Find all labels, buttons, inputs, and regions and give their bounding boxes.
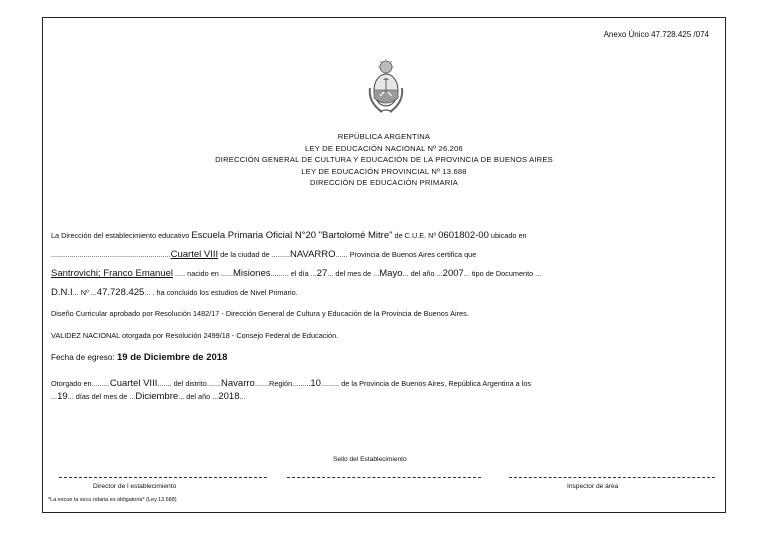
document-number-field: 47.728.425 <box>96 287 145 298</box>
header-line: LEY DE EDUCACIÓN PROVINCIAL Nº 13.688 <box>301 166 467 176</box>
inspector-signature-line <box>509 477 715 478</box>
student-name: Santrovichi; Franco Emanuel <box>51 268 173 279</box>
birthplace-field: Misiones <box>233 268 271 279</box>
graduation-line: Fecha de egreso: 19 de Diciembre de 2018 <box>51 352 228 363</box>
certificate-frame <box>42 17 726 513</box>
granted-month: Diciembre <box>135 391 179 402</box>
seal-signature-line <box>287 477 481 478</box>
region-field: 10 <box>310 378 321 389</box>
granted-year: 2018 <box>218 391 240 402</box>
city-field: NAVARRO <box>289 249 336 260</box>
header-line: LEY DE EDUCACIÓN NACIONAL Nº 26.206 <box>305 143 463 153</box>
document-header <box>43 131 725 189</box>
curriculum-line: Diseño Curricular aprobado por Resolución 1482/17 - Dirección General de Cultura y Educación de la Provincia de Buenos Aires. <box>51 309 469 318</box>
document-type-field: D.N.I <box>51 287 73 298</box>
birth-month-field: Mayo <box>379 268 403 279</box>
location-field: Cuartel VIII <box>170 249 219 260</box>
school-name: Escuela Primaria Oficial N°20 "Bartolomé Mitre" <box>191 230 393 241</box>
annex-number: Anexo Único 47.728.425 /074 <box>603 30 709 39</box>
header-line: DIRECCIÓN GENERAL DE CULTURA Y EDUCACIÓN DE LA PROVINCIA DE BUENOS AIRES <box>215 155 553 164</box>
body-line-4: D.N.I... Nº ...47.728.425... . ha concluido los estudios de Nivel Primario. <box>51 287 298 298</box>
cue-number: 0601802-00 <box>438 230 489 241</box>
granted-place: Cuartel VIII <box>109 378 158 389</box>
birth-year-field: 2007 <box>442 268 464 279</box>
graduation-date: 19 de Diciembre de 2018 <box>117 352 228 363</box>
footnote: *La escue la secu ndaria es obligatoria* (Ley.13.688) <box>48 497 177 503</box>
granted-day: 19 <box>57 391 68 402</box>
director-label: Director de l establecimiento <box>93 483 177 490</box>
director-signature-line <box>59 477 267 478</box>
establishment-seal-label: Sello del Establecimiento <box>333 456 407 463</box>
national-coat-of-arms-icon <box>364 58 408 116</box>
granted-line-1: Otorgado en.........Cuartel VIII....... del distrito.......Navarro.......Región.........10......... de la Provincia de Buenos Aires, República Argentina a los <box>51 378 532 389</box>
district-field: Navarro <box>221 378 255 389</box>
body-line-1: La Dirección del establecimiento educativo Escuela Primaria Oficial N°20 "Bartolomé Mitre" de C.U.E. Nº 0601802-00 ubicado en <box>51 230 527 241</box>
granted-line-2: ...19... días del mes de ...Diciembre... del año ...2018... <box>51 391 246 402</box>
body-line-2: ...........................................................Cuartel VIII de la ciudad de .........NAVARRO...... Provincia de Buenos Aires certifica que <box>51 249 477 260</box>
inspector-label: Inspector de área <box>567 483 619 490</box>
header-line: DIRECCIÓN DE EDUCACIÓN PRIMARIA <box>310 178 458 187</box>
validity-line: VALIDEZ NACIONAL otorgada por Resolución 2499/18 - Consejo Federal de Educación. <box>51 331 339 340</box>
body-line-3: Santrovichi; Franco Emanuel ..... nacido en ......Misiones......... el día ...27... del mes de ...Mayo... del año ...2007... tipo de Documento ... <box>51 268 542 279</box>
header-line: REPÚBLICA ARGENTINA <box>337 132 431 141</box>
birth-day-field: 27 <box>316 268 328 279</box>
